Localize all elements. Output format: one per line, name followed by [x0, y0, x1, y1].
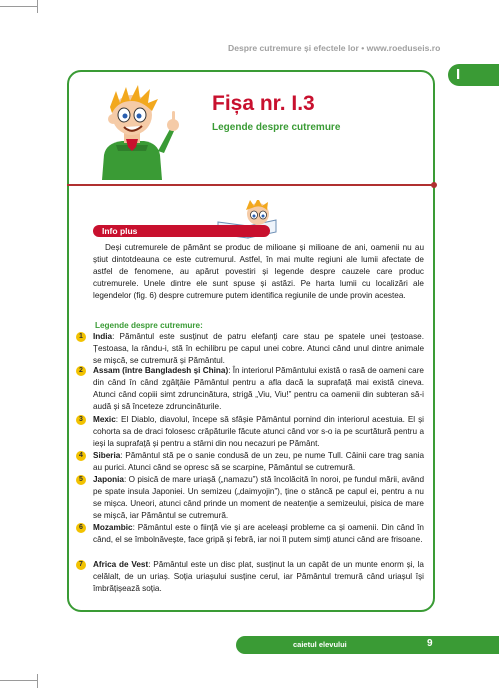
legend-text: : În interiorul Pământului există o rasă de oameni care din când în când zgâlțâie Pământul pentru a afla dacă la suprafață mai există cineva. Atunci când copiii simt zdruncinătura, strigă „Viu, Viu!” pentru ca oamenii din subteran să-i audă și să înceteze zdruncinăturile. — [93, 366, 424, 411]
chapter-tab: I — [448, 64, 499, 86]
separator-dot — [431, 182, 437, 188]
legend-text: : Pământul este susținut de patru elefanți care stau pe spatele unei țestoase. Țestoasa, la rându-i, stă în echilibru pe capul unei cobre. Atunci când unul dintre animale se mișcă, se cutremură și Pământul. — [93, 332, 424, 365]
legend-number-badge: 6 — [76, 523, 86, 533]
legend-text: : Pământul este o ființă vie și are aceleași probleme ca și oamenii. Din când în când, el se îmbolnăvește, face gripă și febră, iar noi îl putem simți atunci când are frisoane. — [93, 523, 424, 544]
legend-number-badge: 1 — [76, 332, 86, 342]
legend-number-badge: 5 — [76, 475, 86, 485]
footer-band — [236, 636, 499, 654]
legend-place: Africa de Vest — [93, 560, 149, 569]
sheet-title: Fișa nr. I.3 — [212, 92, 315, 115]
legend-place: India — [93, 332, 113, 341]
legend-text: : O pisică de mare uriașă („namazu”) stă încolăcită în noroi, pe fundul mării, având pe spate insula Japoniei. Un semizeu („daimyojin”), ține o stâncă pe capul ei, pentru a nu se mișca. Uneori, atunci când prinde un moment de neatenție a semizeului, pisica de mare se mișcă, iar Pământul se cutremură. — [93, 475, 424, 520]
sheet-subtitle: Legende despre cutremure — [212, 122, 341, 133]
legend-item — [93, 365, 424, 413]
legend-place: Mexic — [93, 415, 116, 424]
info-plus-label: Info plus — [93, 225, 270, 237]
legend-place: Japonia — [93, 475, 124, 484]
legend-item — [93, 450, 424, 474]
cartoon-boy-pointing-illustration — [86, 85, 186, 180]
legends-heading: Legende despre cutremure: — [95, 321, 203, 330]
legend-text: : Pământul este un disc plat, susținut la un capăt de un munte enorm și, la celălalt, de un uriaș. Soția uriașului susține cerul, iar Pământul tremură când uriașul își îmbrățișează soția. — [93, 560, 424, 593]
title-separator — [67, 184, 433, 186]
intro-paragraph: Deși cutremurele de pământ se produc de milioane și milioane de ani, oamenii nu au știut dintotdeauna ce este cutremurul. Astfel, în mai multe regiuni ale lumii afectate de astfel de fenomene, au apărut povestiri și legende despre cauzele care produc cutremurele. Unele dintre ele sunt spuse și astăzi. Pe harta lumii cu localizări ale legendelor (fig. 6) despre cutremure putem identifica regiunile de unde provin acestea. — [93, 243, 424, 300]
crop-mark — [0, 680, 37, 681]
legend-number-badge: 7 — [76, 560, 86, 570]
crop-mark — [37, 0, 38, 13]
legend-item — [93, 559, 424, 595]
legend-item — [93, 474, 424, 522]
legend-place: Siberia — [93, 451, 121, 460]
legend-text: : Pământul stă pe o sanie condusă de un zeu, pe nume Tull. Câinii care trag sania au purici. Atunci când se opresc să se scarpine, Pământul se cutremură. — [93, 451, 424, 472]
footer-label: caietul elevului — [293, 640, 347, 649]
crop-mark — [37, 674, 38, 688]
legend-item — [93, 414, 424, 450]
running-header: Despre cutremure și efectele lor • www.roeduseis.ro — [228, 43, 441, 53]
page-number: 9 — [427, 638, 433, 649]
crop-mark — [0, 6, 37, 7]
legend-item — [93, 331, 424, 367]
legend-item — [93, 522, 424, 546]
legend-number-badge: 3 — [76, 415, 86, 425]
legend-place: Assam (între Bangladesh și China) — [93, 366, 229, 375]
legend-number-badge: 4 — [76, 451, 86, 461]
legend-text: : El Diablo, diavolul, începe să sfâșie Pământul pornind din interiorul acestuia. El și cohorta sa de draci folosesc crăpăturile făcute atunci când vor s-o ia pe scurtătură pentru a ieși la suprafață și pentru a stârni din nou necazuri pe Pământ. — [93, 415, 424, 448]
legend-number-badge: 2 — [76, 366, 86, 376]
legend-place: Mozambic — [93, 523, 133, 532]
